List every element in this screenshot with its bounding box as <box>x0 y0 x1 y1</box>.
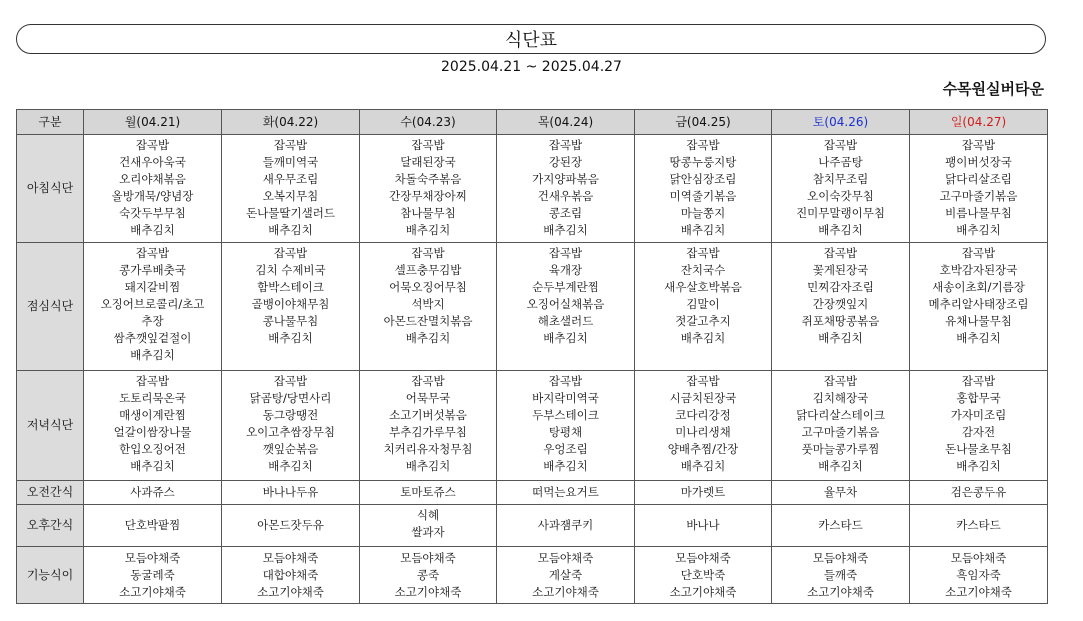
facility-name: 수목원실버타운 <box>942 80 1044 98</box>
menu-cell <box>360 135 497 243</box>
menu-item: 쌈추깻잎겉절이 <box>113 331 192 345</box>
menu-cell <box>497 243 635 371</box>
menu-item: 잡곡밥 <box>823 138 858 152</box>
menu-item: 들깨미역국 <box>262 155 319 169</box>
menu-item: 김치 수제비국 <box>255 263 326 277</box>
meal-row-label: 오전간식 <box>17 481 84 505</box>
menu-item: 소고기버섯볶음 <box>389 408 467 422</box>
menu-item: 콩죽 <box>416 567 440 582</box>
menu-item: 유채나물무침 <box>945 314 1012 328</box>
menu-cell <box>497 371 635 481</box>
menu-item: 건새우볶음 <box>537 189 594 203</box>
menu-cell <box>360 547 497 604</box>
menu-item: 모듬야채죽 <box>675 550 731 565</box>
meal-row-label: 아침식단 <box>17 135 84 243</box>
date-range: 2025.04.21 ~ 2025.04.27 <box>441 59 622 75</box>
menu-item: 배추김치 <box>680 331 726 345</box>
menu-item: 잡곡밥 <box>411 374 445 388</box>
menu-item: 팽이버섯장국 <box>945 155 1012 169</box>
menu-cell <box>222 547 360 604</box>
menu-item: 배추김치 <box>543 459 588 473</box>
menu-item: 꽃게된장국 <box>812 263 869 277</box>
day-header-mon: 월(04.21) <box>84 110 222 135</box>
menu-item: 잡곡밥 <box>686 374 720 388</box>
page-title: 식단표 <box>504 30 558 51</box>
menu-cell <box>772 135 910 243</box>
menu-item: 바나나두유 <box>262 485 319 499</box>
meal-row-label: 오후간식 <box>17 505 84 547</box>
menu-item: 콩나물무침 <box>262 314 319 328</box>
menu-item: 소고기야채죽 <box>945 584 1012 599</box>
menu-item: 배추김치 <box>818 331 863 345</box>
menu-item: 우엉조림 <box>543 442 588 456</box>
menu-item: 간장깻잎지 <box>812 297 869 311</box>
menu-item: 가지양파볶음 <box>532 172 599 186</box>
menu-item: 석박지 <box>411 297 445 311</box>
menu-item: 참치무조림 <box>812 172 869 186</box>
menu-item: 오리야채볶음 <box>119 172 186 186</box>
menu-item: 소고기야채죽 <box>119 584 186 599</box>
menu-item: 고구마줄기볶음 <box>801 425 880 439</box>
menu-item: 새우살호박볶음 <box>664 280 742 294</box>
menu-item: 풋마늘콩가루찜 <box>801 442 880 456</box>
day-header-tue: 화(04.22) <box>222 110 360 135</box>
menu-item: 올방개묵/양념장 <box>111 189 194 203</box>
menu-item: 쥐포채땅콩볶음 <box>801 314 880 328</box>
menu-item: 잡곡밥 <box>548 374 583 388</box>
menu-item: 치커리유자청무침 <box>383 442 473 456</box>
menu-item: 잡곡밥 <box>823 374 858 388</box>
day-header-fri: 금(04.25) <box>635 110 772 135</box>
menu-item: 게살죽 <box>548 567 583 582</box>
menu-item: 오징어실채볶음 <box>526 297 605 311</box>
menu-item: 대합야채죽 <box>262 567 319 582</box>
menu-item: 골뱅이야채무침 <box>251 297 330 311</box>
menu-cell <box>222 135 360 243</box>
menu-item: 가자미조림 <box>950 408 1007 422</box>
menu-cell <box>635 505 772 547</box>
day-header-thu: 목(04.24) <box>497 110 635 135</box>
menu-item: 단호박죽 <box>680 567 726 582</box>
menu-item: 모듬야채죽 <box>400 550 456 565</box>
day-header-row <box>17 110 1048 135</box>
menu-item: 배추김치 <box>680 459 726 473</box>
menu-item: 돼지갈비찜 <box>124 280 181 294</box>
menu-item: 단호박팥찜 <box>124 518 181 532</box>
menu-item: 사과잼쿠키 <box>537 518 594 532</box>
menu-cell <box>360 371 497 481</box>
menu-item: 미나리생채 <box>675 425 731 439</box>
menu-item: 잡곡밥 <box>961 246 996 260</box>
menu-item: 동굴레죽 <box>130 567 175 582</box>
menu-item: 잡곡밥 <box>135 246 170 260</box>
menu-item: 배추김치 <box>405 331 451 345</box>
day-header-sat: 토(04.26) <box>772 110 910 135</box>
menu-item: 소고기야채죽 <box>807 584 874 599</box>
menu-item: 식혜 <box>416 508 440 522</box>
meal-row <box>17 371 1048 481</box>
menu-cell <box>222 481 360 505</box>
menu-cell <box>360 481 497 505</box>
menu-item: 건새우아욱국 <box>119 155 186 169</box>
menu-item: 잡곡밥 <box>823 246 858 260</box>
menu-item: 한입오징어전 <box>119 442 186 456</box>
menu-item: 들깨죽 <box>823 567 858 582</box>
menu-item: 흑임자죽 <box>956 567 1001 582</box>
menu-item: 오이고추쌈장무침 <box>246 425 335 439</box>
menu-item: 쌀과자 <box>411 525 445 539</box>
menu-item: 호박감자된장국 <box>939 263 1018 277</box>
menu-item: 모듬야채죽 <box>950 550 1007 565</box>
menu-item: 잡곡밥 <box>411 246 445 260</box>
menu-item: 참나물무침 <box>400 206 456 220</box>
menu-item: 진미무말랭이무침 <box>796 206 885 220</box>
meal-row-label: 점심식단 <box>17 243 84 371</box>
menu-item: 사과쥬스 <box>130 485 175 499</box>
menu-item: 새우무조림 <box>262 172 319 186</box>
menu-item: 배추김치 <box>818 459 863 473</box>
menu-item: 배추김치 <box>268 223 313 237</box>
menu-item: 잡곡밥 <box>411 138 445 152</box>
menu-item: 소고기야채죽 <box>394 584 462 599</box>
menu-item: 돈나물초무침 <box>945 442 1012 456</box>
menu-item: 배추김치 <box>956 331 1001 345</box>
menu-item: 잡곡밥 <box>961 374 996 388</box>
menu-cell <box>635 481 772 505</box>
menu-item: 소고기야채죽 <box>257 584 324 599</box>
meal-row <box>17 135 1048 243</box>
menu-item: 배추김치 <box>405 223 451 237</box>
menu-cell <box>910 547 1048 604</box>
menu-item: 모듬야채죽 <box>124 550 181 565</box>
menu-cell <box>910 505 1048 547</box>
menu-item: 모듬야채죽 <box>262 550 319 565</box>
menu-cell <box>497 135 635 243</box>
menu-item: 닭곰탕/당면사리 <box>249 391 332 405</box>
day-header-sun: 일(04.27) <box>910 110 1048 135</box>
menu-cell <box>84 481 222 505</box>
menu-item: 동그랑땡전 <box>262 408 319 422</box>
meal-row <box>17 481 1048 505</box>
menu-item: 시금치된장국 <box>669 391 737 405</box>
menu-cell <box>910 481 1048 505</box>
menu-item: 마늘쫑지 <box>680 206 726 220</box>
menu-item: 배추김치 <box>268 331 313 345</box>
menu-item: 순두부계란찜 <box>532 280 599 294</box>
menu-item: 오이숙갓무침 <box>807 189 874 203</box>
meal-row <box>17 547 1048 604</box>
menu-item: 배추김치 <box>956 459 1001 473</box>
menu-item: 배추김치 <box>680 223 726 237</box>
menu-item: 콩조림 <box>548 206 583 220</box>
menu-cell <box>360 505 497 547</box>
menu-item: 바나나 <box>686 518 720 532</box>
menu-item: 배추김치 <box>405 459 451 473</box>
menu-cell <box>772 371 910 481</box>
menu-item: 부추김가루무침 <box>389 425 467 439</box>
menu-item: 땅콩누룽지탕 <box>669 155 737 169</box>
menu-item: 배추김치 <box>818 223 863 237</box>
menu-item: 잔치국수 <box>680 263 726 277</box>
menu-item: 닭안심장조림 <box>669 172 737 186</box>
menu-item: 메추리알사태장조림 <box>928 297 1029 311</box>
menu-item: 김말이 <box>686 297 720 311</box>
menu-cell <box>222 505 360 547</box>
menu-item: 달래된장국 <box>400 155 456 169</box>
menu-item: 나주곰탕 <box>818 155 863 169</box>
menu-cell <box>360 243 497 371</box>
menu-item: 탕평채 <box>548 425 583 439</box>
menu-item: 고구마줄기볶음 <box>939 189 1018 203</box>
menu-item: 모듬야채죽 <box>537 550 594 565</box>
menu-item: 바지락미역국 <box>532 391 599 405</box>
menu-item: 어묵무국 <box>405 391 451 405</box>
menu-item: 소고기야채죽 <box>532 584 599 599</box>
menu-item: 홍합무국 <box>956 391 1001 405</box>
menu-cell <box>635 135 772 243</box>
meal-table <box>16 109 1048 604</box>
menu-item: 새송이초회/기름장 <box>932 280 1025 294</box>
menu-item: 소고기야채죽 <box>669 584 737 599</box>
menu-item: 강된장 <box>548 155 583 169</box>
menu-cell <box>772 505 910 547</box>
menu-item: 콩가루배춧국 <box>119 263 186 277</box>
menu-item: 깻잎순볶음 <box>262 442 319 456</box>
menu-item: 잡곡밥 <box>273 246 308 260</box>
menu-item: 아몬드잔멸치볶음 <box>383 314 473 328</box>
menu-item: 육개장 <box>548 263 583 277</box>
menu-item: 오복지무침 <box>262 189 319 203</box>
menu-item: 미역줄기볶음 <box>669 189 737 203</box>
menu-item: 잡곡밥 <box>135 138 170 152</box>
menu-cell <box>910 135 1048 243</box>
menu-cell <box>84 505 222 547</box>
menu-item: 잡곡밥 <box>273 138 308 152</box>
meal-row-label: 기능식이 <box>17 547 84 604</box>
menu-item: 오징어브로콜리/초고 <box>100 297 205 311</box>
corner-header: 구분 <box>17 110 84 135</box>
day-header-wed: 수(04.23) <box>360 110 497 135</box>
menu-item: 젓갈고추지 <box>675 314 731 328</box>
menu-item: 양배추찜/간장 <box>667 442 739 456</box>
menu-item: 해초샐러드 <box>537 314 594 328</box>
menu-item: 잡곡밥 <box>548 246 583 260</box>
menu-item: 숙갓두부무침 <box>119 206 186 220</box>
menu-item: 율무차 <box>823 485 858 499</box>
menu-cell <box>497 505 635 547</box>
menu-cell <box>635 547 772 604</box>
menu-cell <box>497 481 635 505</box>
menu-cell <box>222 243 360 371</box>
menu-cell <box>84 243 222 371</box>
menu-item: 닭다리살스테이크 <box>796 408 885 422</box>
menu-cell <box>497 547 635 604</box>
menu-cell <box>910 243 1048 371</box>
menu-item: 떠먹는요거트 <box>532 485 599 499</box>
menu-cell <box>84 371 222 481</box>
menu-item: 잡곡밥 <box>135 374 170 388</box>
menu-item: 배추김치 <box>130 223 175 237</box>
menu-item: 감자전 <box>961 425 996 439</box>
menu-item: 배추김치 <box>543 331 588 345</box>
menu-item: 김치해장국 <box>812 391 869 405</box>
menu-cell <box>910 371 1048 481</box>
menu-item: 아몬드잣두유 <box>257 518 324 532</box>
menu-item: 배추김치 <box>268 459 313 473</box>
menu-item: 배추김치 <box>543 223 588 237</box>
meal-row <box>17 243 1048 371</box>
menu-item: 돈나물딸기샐러드 <box>246 206 335 220</box>
meal-row <box>17 505 1048 547</box>
menu-cell <box>635 243 772 371</box>
menu-item: 비름나물무침 <box>945 206 1012 220</box>
menu-item: 잡곡밥 <box>273 374 308 388</box>
menu-title-banner <box>16 24 1046 54</box>
meal-row-label: 저녁식단 <box>17 371 84 481</box>
menu-item: 배추김치 <box>130 459 175 473</box>
menu-item: 모듬야채죽 <box>812 550 869 565</box>
menu-item: 카스타드 <box>818 518 863 532</box>
menu-item: 잡곡밥 <box>961 138 996 152</box>
menu-item: 간장무채장아찌 <box>389 189 467 203</box>
menu-item: 배추김치 <box>130 348 175 362</box>
menu-item: 민찌감자조림 <box>807 280 874 294</box>
menu-item: 어묵오징어무침 <box>389 280 467 294</box>
menu-cell <box>772 481 910 505</box>
menu-item: 차돌숙주볶음 <box>394 172 462 186</box>
menu-cell <box>635 371 772 481</box>
menu-cell <box>222 371 360 481</box>
menu-item: 잡곡밥 <box>686 246 720 260</box>
menu-item: 배추김치 <box>956 223 1001 237</box>
menu-item: 카스타드 <box>956 518 1001 532</box>
menu-item: 마가렛트 <box>680 485 726 499</box>
menu-item: 셀프충무김밥 <box>394 263 462 277</box>
menu-item: 추장 <box>141 314 164 328</box>
menu-item: 두부스테이크 <box>532 408 599 422</box>
menu-item: 검은콩두유 <box>950 485 1007 499</box>
menu-cell <box>84 135 222 243</box>
menu-item: 닭다리살조림 <box>945 172 1012 186</box>
menu-item: 함박스테이크 <box>257 280 324 294</box>
menu-item: 도토리묵온국 <box>119 391 186 405</box>
menu-item: 코다리강정 <box>675 408 731 422</box>
menu-item: 매생이계란찜 <box>119 408 186 422</box>
menu-item: 잡곡밥 <box>686 138 720 152</box>
menu-cell <box>84 547 222 604</box>
menu-item: 토마토쥬스 <box>400 485 456 499</box>
menu-cell <box>772 547 910 604</box>
menu-item: 잡곡밥 <box>548 138 583 152</box>
menu-cell <box>772 243 910 371</box>
menu-item: 얼갈이쌈장나물 <box>113 425 192 439</box>
